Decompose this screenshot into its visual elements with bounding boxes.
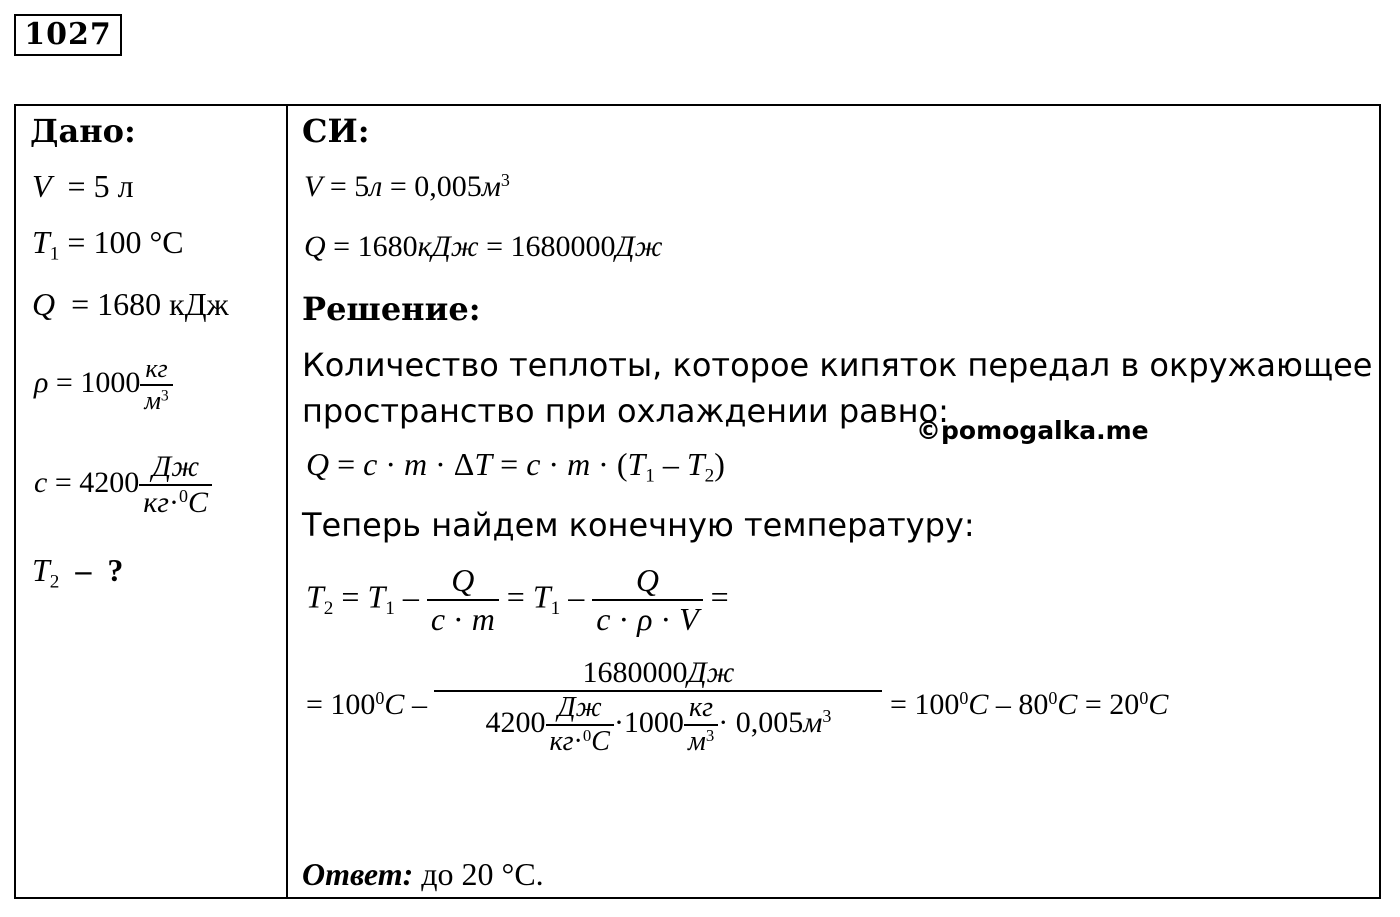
problem-number: 1027 (14, 14, 122, 56)
formula-heat: $Q = c \cdot m \cdot \Delta T = c \cdot m \cdot (T_1 - T_2)$ (306, 446, 725, 487)
find-final-temperature: $T_2$ – ? (32, 552, 124, 593)
given-header: Дано: (30, 112, 136, 150)
column-divider (286, 104, 288, 899)
solution-text-line-3: Теперь найдем конечную температуру: (302, 506, 975, 544)
answer-label: Ответ: (302, 856, 414, 892)
given-density: ρ = 1000 $\frac{кг}{м^3}$ (34, 354, 173, 416)
si-volume: $V = 5л = 0,005м^3$ (304, 170, 510, 203)
answer (302, 856, 544, 893)
answer-text: до 20 °С. (421, 856, 544, 892)
given-initial-temperature: $T_1 = 100$ °C (32, 224, 184, 265)
formula-final-temperature: $T_2 = T_1$ – $\frac{Q}{c \cdot m}$ = $T_1$ – $\frac{Q}{c \cdot \rho \cdot V}$ = (306, 562, 729, 637)
formula-calculation: = $100^0C$ – 1680000Дж 4200 $\frac{Дж}{кг\cdot^0C}$ ·1000 $\frac{кг}{м^3}$ · $0,005м^3$ = $100^0C - 80^0C = 20^0C$ (306, 656, 1169, 758)
si-header: СИ: (302, 112, 370, 150)
watermark: ©pomogalka.me (916, 416, 1149, 445)
given-heat: Q = 1680 кДж (32, 286, 229, 322)
solution-text-line-1: Количество теплоты, которое кипяток передал в окружающее (302, 346, 1373, 384)
si-heat: Q = 1680кДж = 1680000Дж (304, 230, 663, 263)
solution-text-line-2: пространство при охлаждении равно: (302, 392, 949, 430)
solution-header: Решение: (302, 290, 481, 328)
solution-table (14, 104, 1381, 899)
given-specific-heat: c = 4200 $\frac{Дж}{кг\cdot^0C}$ (34, 450, 212, 520)
given-volume: V = 5 л (32, 168, 134, 204)
